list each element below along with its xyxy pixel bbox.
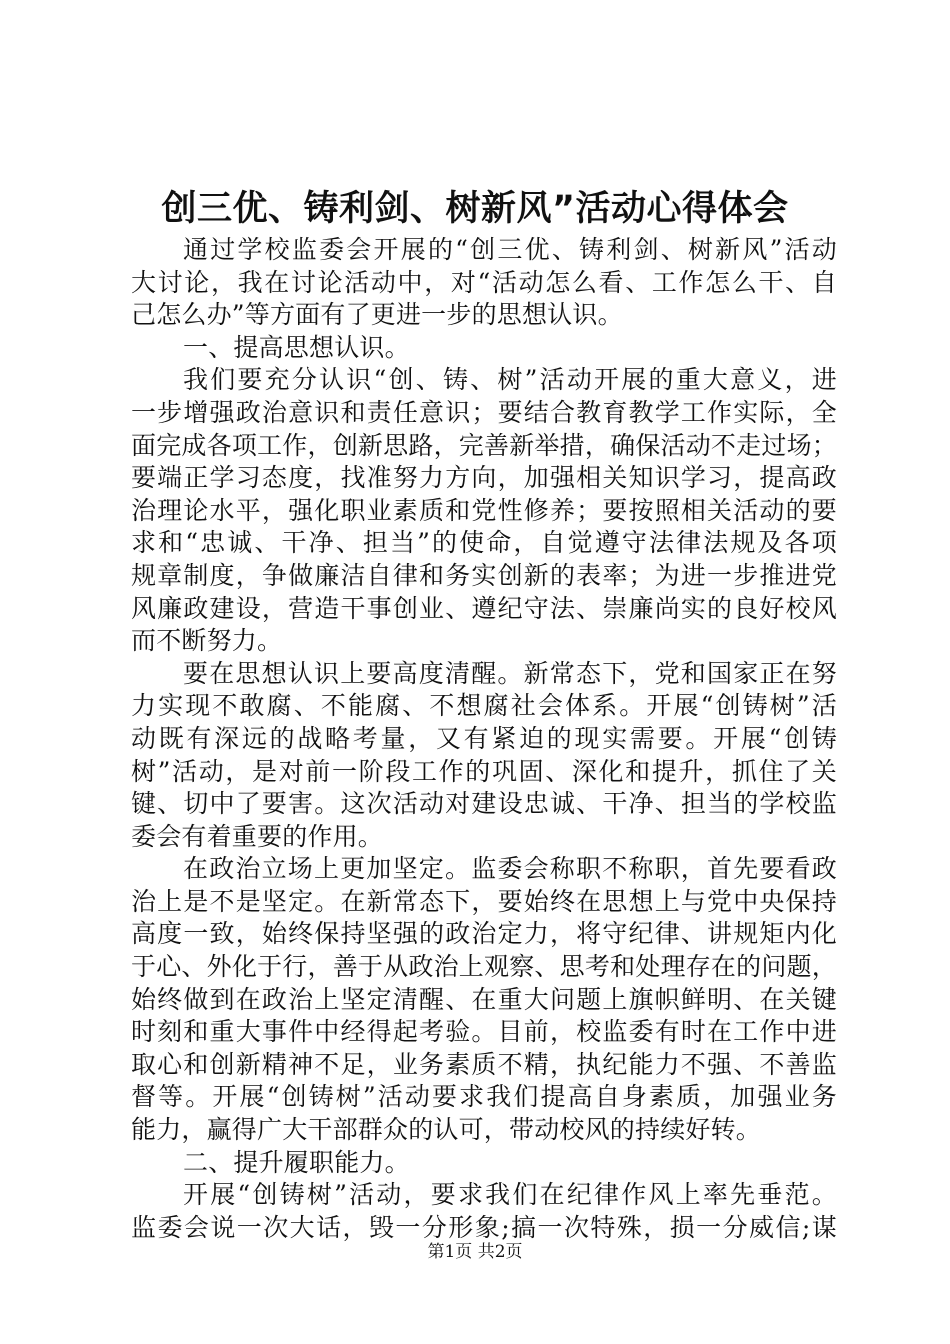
text-line: 我们要充分认识“创、铸、树”活动开展的重大意义，进 [183, 365, 837, 395]
text-line: 己怎么办”等方面有了更进一步的思想认识。 [131, 300, 623, 330]
text-line: 治上是不是坚定。在新常态下，要始终在思想上与党中央保持 [131, 886, 837, 916]
text-line: 在政治立场上更加坚定。监委会称职不称职，首先要看政 [183, 854, 837, 884]
text-line: 一步增强政治意识和责任意识；要结合教育教学工作实际，全 [131, 397, 837, 427]
text-line: 键、切中了要害。这次活动对建设忠诚、干净、担当的学校监 [131, 789, 837, 819]
text-line: 治理论水平，强化职业素质和党性修养；要按照相关活动的要 [131, 495, 837, 525]
text-line: 时刻和重大事件中经得起考验。目前，校监委有时在工作中进 [131, 1017, 837, 1047]
document-title: 创三优、铸利剑、树新风”活动心得体会 [161, 189, 789, 229]
text-line: 一、提高思想认识。 [183, 332, 410, 362]
text-line: 督等。开展“创铸树”活动要求我们提高自身素质，加强业务 [131, 1082, 837, 1112]
text-line: 风廉政建设，营造干事创业、遵纪守法、崇廉尚实的良好校风 [131, 593, 837, 623]
text-line: 取心和创新精神不足，业务素质不精，执纪能力不强、不善监 [131, 1049, 837, 1079]
text-line: 要在思想认识上要高度清醒。新常态下，党和国家正在努 [183, 658, 837, 688]
text-line: 要端正学习态度，找准努力方向，加强相关知识学习，提高政 [131, 463, 837, 493]
text-line: 通过学校监委会开展的“创三优、铸利剑、树新风”活动 [183, 235, 837, 264]
text-line: 大讨论，我在讨论活动中，对“活动怎么看、工作怎么干、自 [131, 267, 837, 297]
text-line: 于心、外化于行，善于从政治上观察、思考和处理存在的问题， [131, 952, 837, 982]
document-body [131, 234, 837, 1244]
text-line: 能力，赢得广大干部群众的认可，带动校风的持续好转。 [131, 1115, 762, 1145]
text-line: 始终做到在政治上坚定清醒、在重大问题上旗帜鲜明、在关键 [131, 984, 837, 1014]
text-line: 树”活动，是对前一阶段工作的巩固、深化和提升，抓住了关 [131, 756, 837, 786]
page-footer: 第1页 共2页 [427, 1242, 523, 1262]
text-line: 开展“创铸树”活动，要求我们在纪律作风上率先垂范。 [183, 1180, 837, 1210]
text-line: 规章制度，争做廉洁自律和务实创新的表率；为进一步推进党 [131, 560, 837, 590]
text-line: 力实现不敢腐、不能腐、不想腐社会体系。开展“创铸树”活 [131, 691, 837, 721]
text-line: 而不断努力。 [131, 626, 283, 656]
text-line: 二、提升履职能力。 [183, 1147, 410, 1177]
text-line: 监委会说一次大话，毁一分形象;搞一次特殊，损一分威信;谋 [131, 1212, 837, 1242]
text-line: 求和“忠诚、干净、担当”的使命，自觉遵守法律法规及各项 [131, 528, 837, 558]
text-line: 委会有着重要的作用。 [131, 821, 384, 851]
text-line: 动既有深远的战略考量，又有紧迫的现实需要。开展“创铸 [131, 723, 837, 753]
text-line: 高度一致，始终保持坚强的政治定力，将守纪律、讲规矩内化 [131, 919, 837, 949]
text-line: 面完成各项工作，创新思路，完善新举措，确保活动不走过场； [131, 430, 837, 460]
